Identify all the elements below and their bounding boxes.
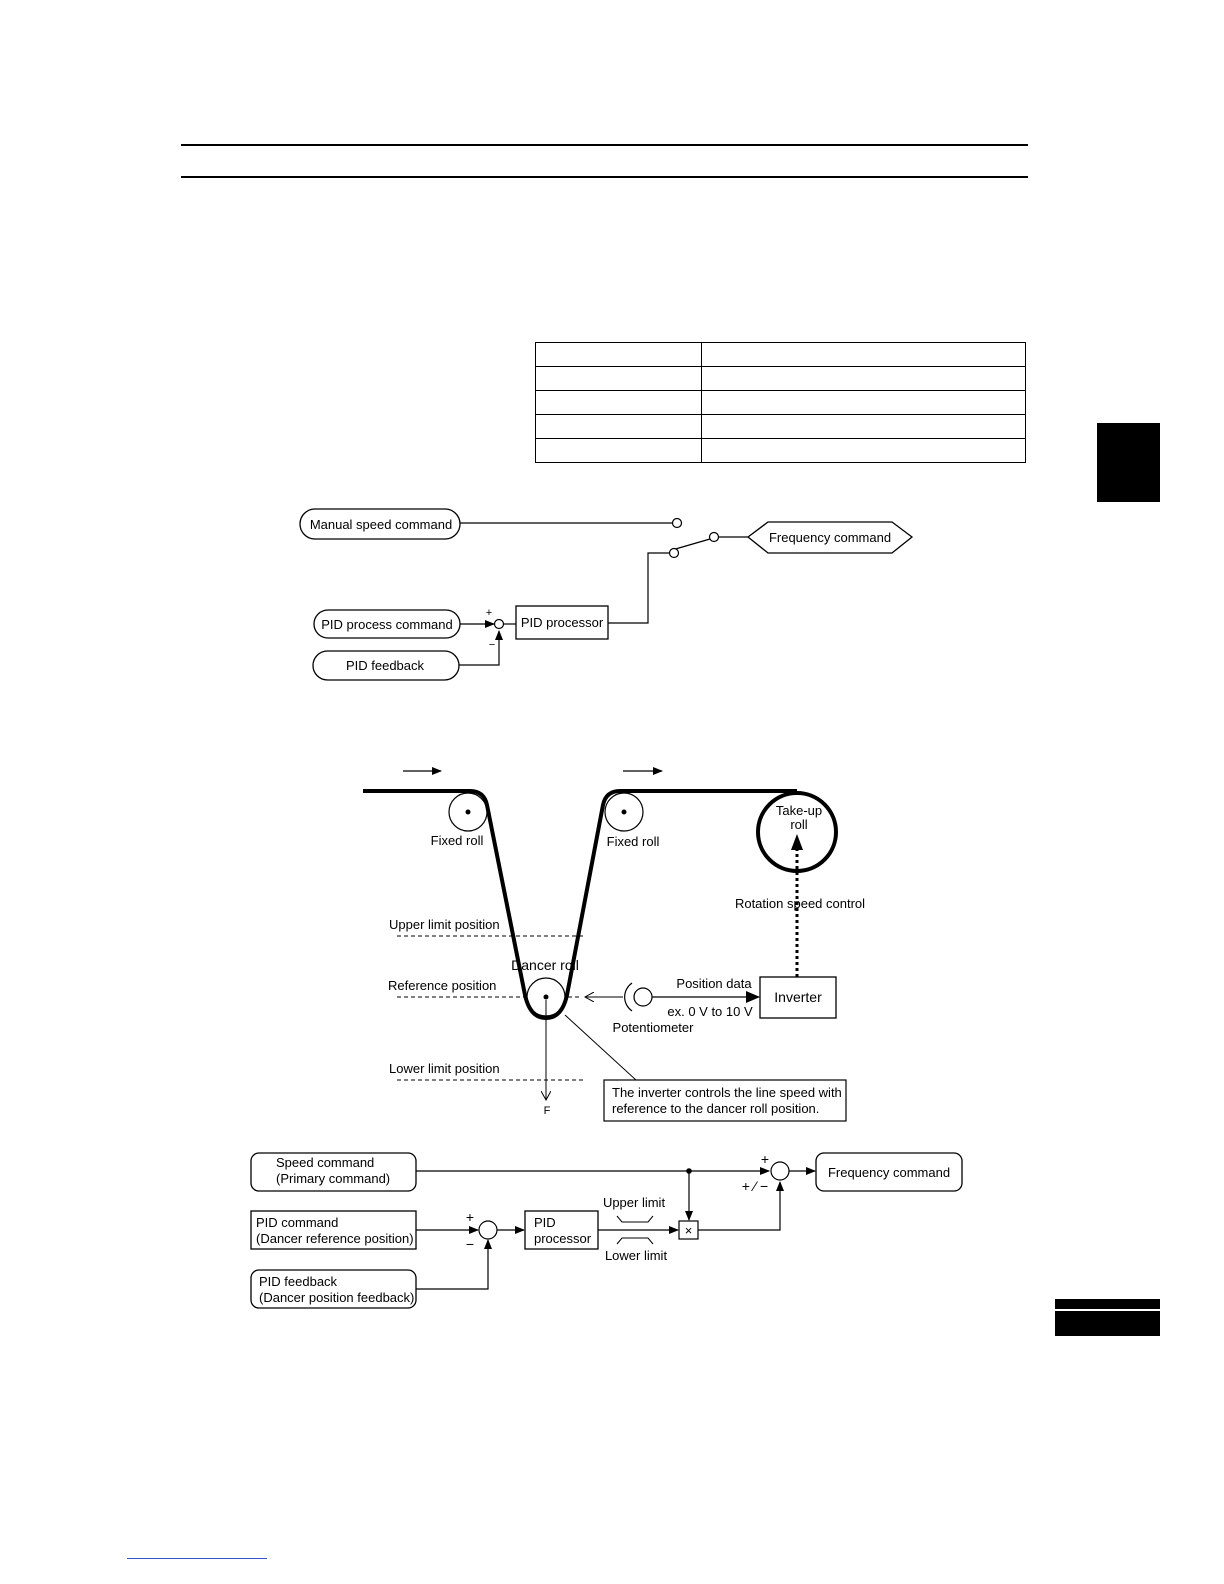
footer-link-underline bbox=[127, 1558, 267, 1559]
take-up-roll-label-1: Take-up bbox=[775, 803, 823, 818]
frequency-command-label: Frequency command bbox=[827, 1165, 951, 1180]
fixed-roll-right-label: Fixed roll bbox=[606, 834, 660, 849]
voltage-range-label: ex. 0 V to 10 V bbox=[667, 1004, 753, 1019]
take-up-roll-label-2: roll bbox=[790, 817, 808, 832]
inverter-label: Inverter bbox=[774, 989, 822, 1005]
dancer-roll-label: Dancer roll bbox=[511, 957, 579, 973]
fixed-roll-left-label: Fixed roll bbox=[430, 833, 484, 848]
pid-feedback-label-2: (Dancer position feedback) bbox=[259, 1290, 415, 1305]
potentiometer-icon bbox=[625, 983, 632, 1011]
plus-minus-sign: + ⁄ − bbox=[741, 1178, 769, 1194]
multiply-icon: × bbox=[684, 1223, 693, 1238]
pid-block-diagram bbox=[300, 509, 912, 680]
manual-speed-command-label: Manual speed command bbox=[309, 517, 453, 532]
pid-feedback-label: PID feedback bbox=[345, 658, 425, 673]
plus-sign: + bbox=[465, 1209, 475, 1225]
potentiometer-label: Potentiometer bbox=[612, 1020, 694, 1035]
force-label: F bbox=[543, 1105, 551, 1117]
minus-sign: − bbox=[488, 639, 496, 651]
pid-processor-label-2: processor bbox=[534, 1231, 592, 1246]
minus-sign: − bbox=[465, 1236, 475, 1252]
upper-limit-label: Upper limit bbox=[602, 1195, 666, 1210]
plus-sign: + bbox=[485, 607, 493, 619]
callout-note-line2: reference to the dancer roll position. bbox=[612, 1101, 820, 1116]
plus-sign: + bbox=[760, 1151, 770, 1167]
pid-command-label-2: (Dancer reference position) bbox=[256, 1231, 414, 1246]
dancer-control-block-diagram bbox=[251, 1151, 962, 1308]
upper-limiter-icon bbox=[617, 1216, 653, 1222]
dancer-roll-illustration bbox=[363, 771, 865, 1121]
upper-limit-position-label: Upper limit position bbox=[389, 917, 500, 932]
summing-junction-output bbox=[771, 1162, 789, 1180]
pid-process-command-label: PID process command bbox=[321, 617, 453, 632]
position-data-label: Position data bbox=[676, 976, 752, 991]
lower-limit-position-label: Lower limit position bbox=[389, 1061, 500, 1076]
speed-command-label-1: Speed command bbox=[276, 1155, 375, 1170]
lower-limiter-icon bbox=[617, 1238, 653, 1244]
speed-command-label-2: (Primary command) bbox=[276, 1171, 391, 1186]
switch-contact-common bbox=[710, 533, 719, 542]
summing-junction bbox=[495, 620, 504, 629]
pid-processor-label: PID processor bbox=[520, 615, 604, 630]
callout-note-line1: The inverter controls the line speed with bbox=[612, 1085, 842, 1100]
pid-feedback-label-1: PID feedback bbox=[259, 1274, 338, 1289]
switch-contact-manual bbox=[673, 519, 682, 528]
frequency-command-label: Frequency command bbox=[768, 530, 892, 545]
lower-limit-label: Lower limit bbox=[604, 1248, 668, 1263]
reference-position-label: Reference position bbox=[388, 978, 497, 993]
pid-command-label-1: PID command bbox=[256, 1215, 339, 1230]
switch-blade bbox=[672, 539, 710, 550]
pid-processor-label-1: PID bbox=[534, 1215, 556, 1230]
switch-contact-pid bbox=[670, 549, 679, 558]
summing-junction-pid bbox=[479, 1221, 497, 1239]
rotation-speed-control-label: Rotation speed control bbox=[734, 896, 866, 911]
